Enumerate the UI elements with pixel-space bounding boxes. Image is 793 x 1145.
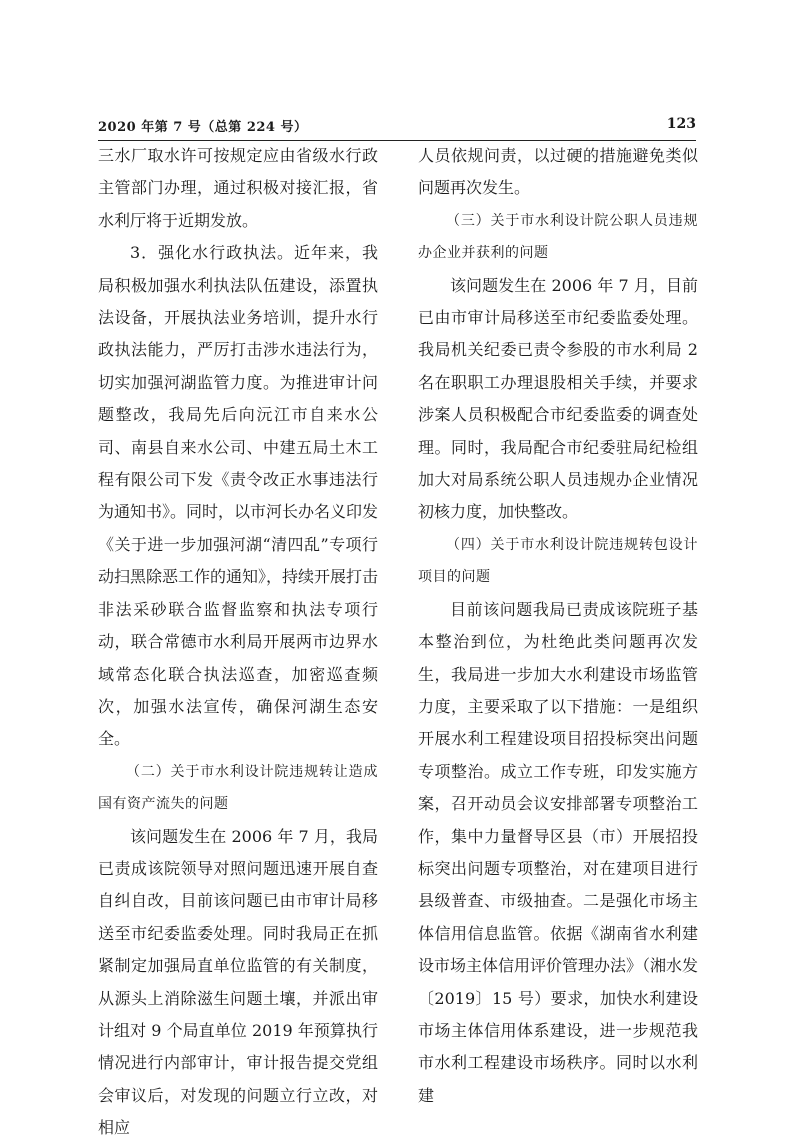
page-number: 123 xyxy=(666,116,696,132)
section-heading: （二）关于市水利设计院违规转让造成国有资产流失的问题 xyxy=(98,763,378,813)
paragraph: 该问题发生在 2006 年 7 月，我局已责成该院领导对照问题迅速开展自查自纠自改，目前该问题已由市审计局移送至市纪委监委处理。同时我局正在抓紧制定加强局直单位监管的有关制度，从源头上消除滋生问题土壤，并派出审计组对 9 个局直单位 2019 年预算执行情况进行内部审计，审计报告提交党组会审议后，对发现的问题立行立改，对相应 xyxy=(98,826,378,1138)
paragraph: 该问题发生在 2006 年 7 月，目前已由市审计局移送至市纪委监委处理。我局机关纪委已责令参股的市水利局 2 名在职职工办理退股相关手续，并要求涉案人员积极配合市纪委监委的调查处理。同时，我局配合市纪委驻局纪检组加大对局系统公职人员违规办企业情况初核力度，加快整改。 xyxy=(418,275,698,522)
paragraph: 三水厂取水许可按规定应由省级水行政主管部门办理，通过积极对接汇报，省水利厅将于近期发放。 xyxy=(98,146,378,230)
paragraph: 人员依规问责，以过硬的措施避免类似问题再次发生。 xyxy=(418,146,698,198)
left-column xyxy=(98,140,378,1145)
paragraph: 目前该问题我局已责成该院班子基本整治到位，为杜绝此类问题再次发生，我局进一步加大水利建设市场监管力度，主要采取了以下措施：一是组织开展水利工程建设项目招投标突出问题专项整治。成立工作专班，印发实施方案，召开动员会议安排部署专项整治工作，集中力量督导区县（市）开展招投标突出问题专项整治，对在建项目进行县级普查、市级抽查。二是强化市场主体信用信息监管。依据《湖南省水利建设市场主体信用评价管理办法》（湘水发〔2019〕15 号）要求，加快水利建设市场主体信用体系建设，进一步规范我市水利工程建设市场秩序。同时以水利建 xyxy=(418,599,699,1105)
right-column xyxy=(418,140,698,1112)
paragraph: 3．强化水行政执法。近年来，我局积极加强水利执法队伍建设，添置执法设备，开展执法业务培训，提升水行政执法能力，严厉打击涉水违法行为，切实加强河湖监管力度。为推进审计问题整改，我局先后向沅江市自来水公司、南县自来水公司、中建五局土木工程有限公司下发《责令改正水事违法行为通知书》。同时，以市河长办名义印发《关于进一步加强河湖“清四乱”专项行动扫黑除恶工作的通知》，持续开展打击非法采砂联合监督监察和执法专项行动，联合常德市水利局开展两市边界水域常态化联合执法巡查，加密巡查频次，加强水法宣传，确保河湖生态安全。 xyxy=(98,243,379,749)
section-heading: （三）关于市水利设计院公职人员违规办企业并获利的问题 xyxy=(418,212,698,262)
issue-info: 2020 年第 7 号（总第 224 号） xyxy=(98,120,308,135)
page-header xyxy=(98,114,696,141)
section-heading: （四）关于市水利设计院违规转包设计项目的问题 xyxy=(418,536,698,586)
